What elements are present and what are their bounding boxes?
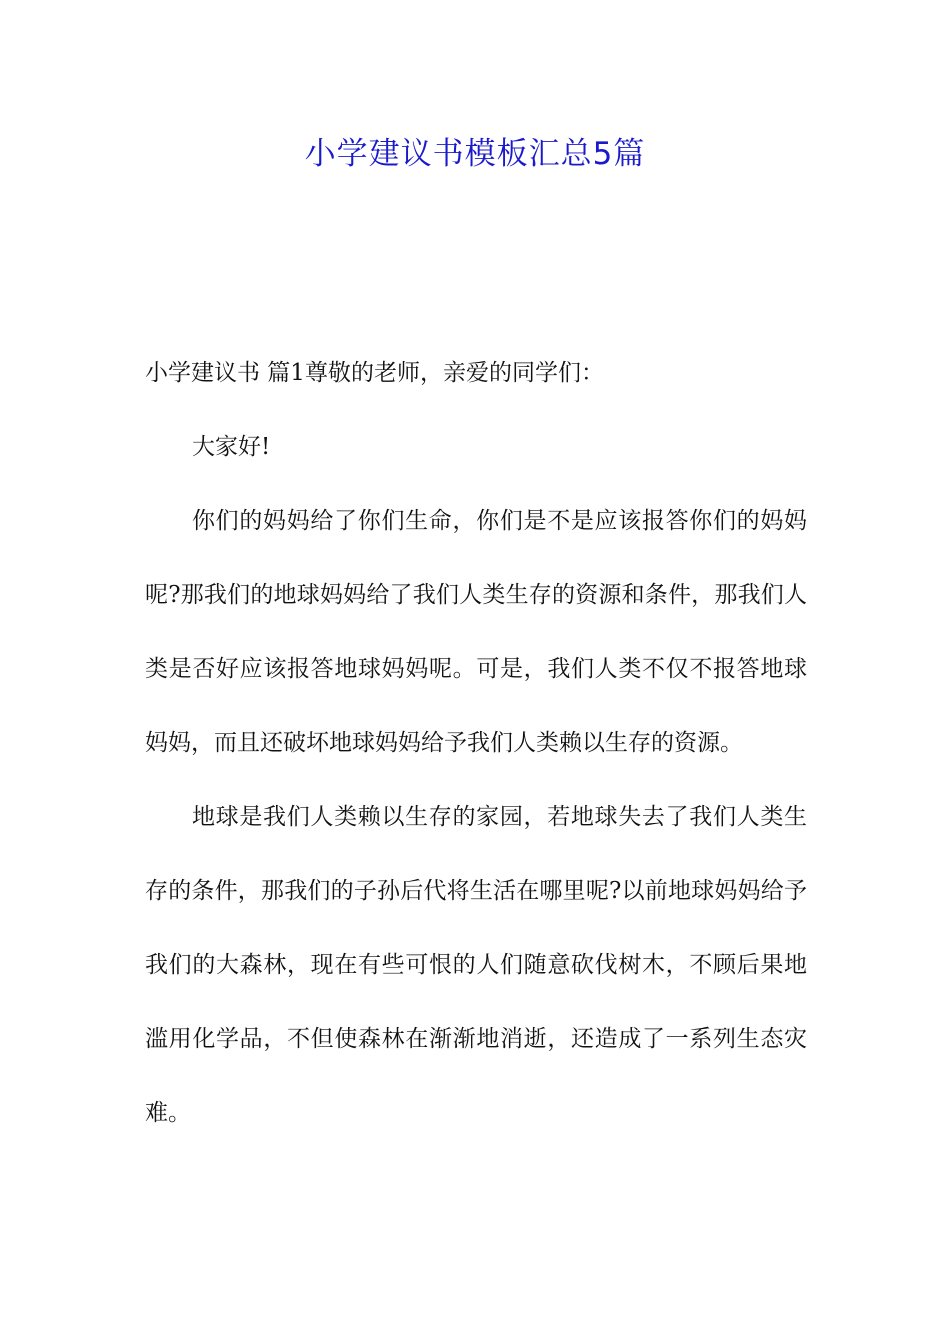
body-paragraph: 你们的妈妈给了你们生命，你们是不是应该报答你们的妈妈呢?那我们的地球妈妈给了我们人类生存的资源和条件，那我们人类是否好应该报答地球妈妈呢。可是，我们人类不仅不报答地球妈妈，而且还破坏地球妈妈给予我们人类赖以生存的资源。 [145,508,807,756]
section-heading-paragraph: 小学建议书 篇1尊敬的老师，亲爱的同学们： [145,360,604,386]
body-paragraph: 地球是我们人类赖以生存的家园，若地球失去了我们人类生存的条件，那我们的子孙后代将生活在哪里呢?以前地球妈妈给予我们的大森林，现在有些可恨的人们随意砍伐树木，不顾后果地滥用化学品，不但使森林在渐渐地消逝，还造成了一系列生态灾难。 [145,804,807,1126]
document-title: 小学建议书模板汇总5篇 [304,136,646,172]
document-body [145,336,807,1150]
greeting-paragraph: 大家好! [192,434,271,460]
